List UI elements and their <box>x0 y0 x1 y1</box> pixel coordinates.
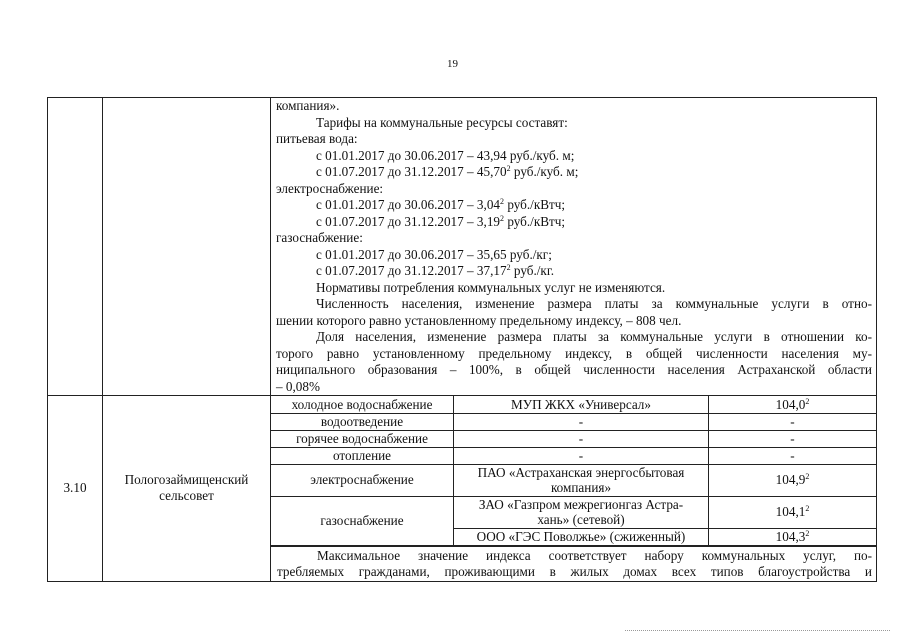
text-line: Доля населения, изменение размера платы за коммунальные услуги в отношении ко- <box>316 329 872 344</box>
name-cell-empty <box>103 98 271 396</box>
page-number: 19 <box>447 58 458 70</box>
text-line: – 0,08% <box>276 378 320 394</box>
text-line: с 01.07.2017 до 31.12.2017 – 37,17$^2$ руб./кг. <box>316 263 555 278</box>
service-row <box>271 396 876 413</box>
text-line: с 01.01.2017 до 30.06.2017 – 43,94 руб./куб. м; <box>316 147 575 163</box>
services-table <box>271 396 876 546</box>
service-index: 104,3$^2$ <box>709 528 877 545</box>
text-line: питьевая вода: <box>276 131 358 146</box>
table-row-continuation <box>48 98 877 396</box>
service-index: 104,1$^2$ <box>709 496 877 528</box>
table-row-3-10 <box>48 396 877 582</box>
service-org: ЗАО «Газпром межрегионгаз Астра- хань» (сетевой) <box>454 496 709 528</box>
service-name: горячее водоснабжение <box>271 430 454 447</box>
service-name: водоотведение <box>271 413 454 430</box>
service-name: газоснабжение <box>271 496 454 545</box>
text-line: с 01.01.2017 до 30.06.2017 – 35,65 руб./кг; <box>316 246 552 262</box>
service-index: 104,0$^2$ <box>709 396 877 413</box>
tariff-table <box>47 97 877 582</box>
service-row <box>271 430 876 447</box>
text-line: Численность населения, изменение размера платы за коммунальные услуги в отно- <box>316 296 872 311</box>
text-line: Тарифы на коммунальные ресурсы составят: <box>316 114 568 130</box>
text-line: ниципального образования – 100%, в общей численности населения Астраханской области <box>276 362 872 377</box>
scan-artifact-line <box>625 630 890 631</box>
service-index: 104,9$^2$ <box>709 464 877 496</box>
row-number: 3.10 <box>48 396 103 582</box>
service-org: ООО «ГЭС Поволжье» (сжиженный) <box>454 528 709 545</box>
text-line: компания». <box>276 98 340 113</box>
service-row <box>271 496 876 528</box>
service-index: - <box>709 447 877 464</box>
text-line: электроснабжение: <box>276 180 384 196</box>
services-cell <box>271 396 877 582</box>
service-org: - <box>454 447 709 464</box>
text-line: торого равно установленному предельному индексу, в общей численности населения му- <box>276 345 872 361</box>
text-line: с 01.07.2017 до 31.12.2017 – 3,19$^2$ руб./кВтч; <box>316 213 566 229</box>
service-name: отопление <box>271 447 454 464</box>
text-line: с 01.07.2017 до 31.12.2017 – 45,70$^2$ руб./куб. м; <box>316 164 579 179</box>
text-line: Нормативы потребления коммунальных услуг не изменяются. <box>316 279 666 295</box>
service-row <box>271 413 876 430</box>
service-row <box>271 447 876 464</box>
number-cell-empty <box>48 98 103 396</box>
service-index: - <box>709 430 877 447</box>
service-org: - <box>454 413 709 430</box>
service-name: холодное водоснабжение <box>271 396 454 413</box>
service-row <box>271 464 876 496</box>
text-line: требляемых гражданами, проживающими в жилых домах всех типов благоустройства и <box>277 564 872 579</box>
municipality-name: Пологозаймищенский сельсовет <box>103 396 271 582</box>
service-name: электроснабжение <box>271 464 454 496</box>
text-line: Максимальное значение индекса соответствует набору коммунальных услуг, по- <box>317 547 872 563</box>
text-line: с 01.01.2017 до 30.06.2017 – 3,04$^2$ руб./кВтч; <box>316 197 566 212</box>
service-index: - <box>709 413 877 430</box>
service-org: - <box>454 430 709 447</box>
service-org: МУП ЖКХ «Универсал» <box>454 396 709 413</box>
continuation-text-cell <box>271 98 877 396</box>
bottom-paragraph <box>271 546 876 581</box>
text-line: шении которого равно установленному предельному индексу, – 808 чел. <box>276 312 682 328</box>
text-line: газоснабжение: <box>276 230 363 245</box>
service-org: ПАО «Астраханская энергосбытовая компания» <box>454 464 709 496</box>
